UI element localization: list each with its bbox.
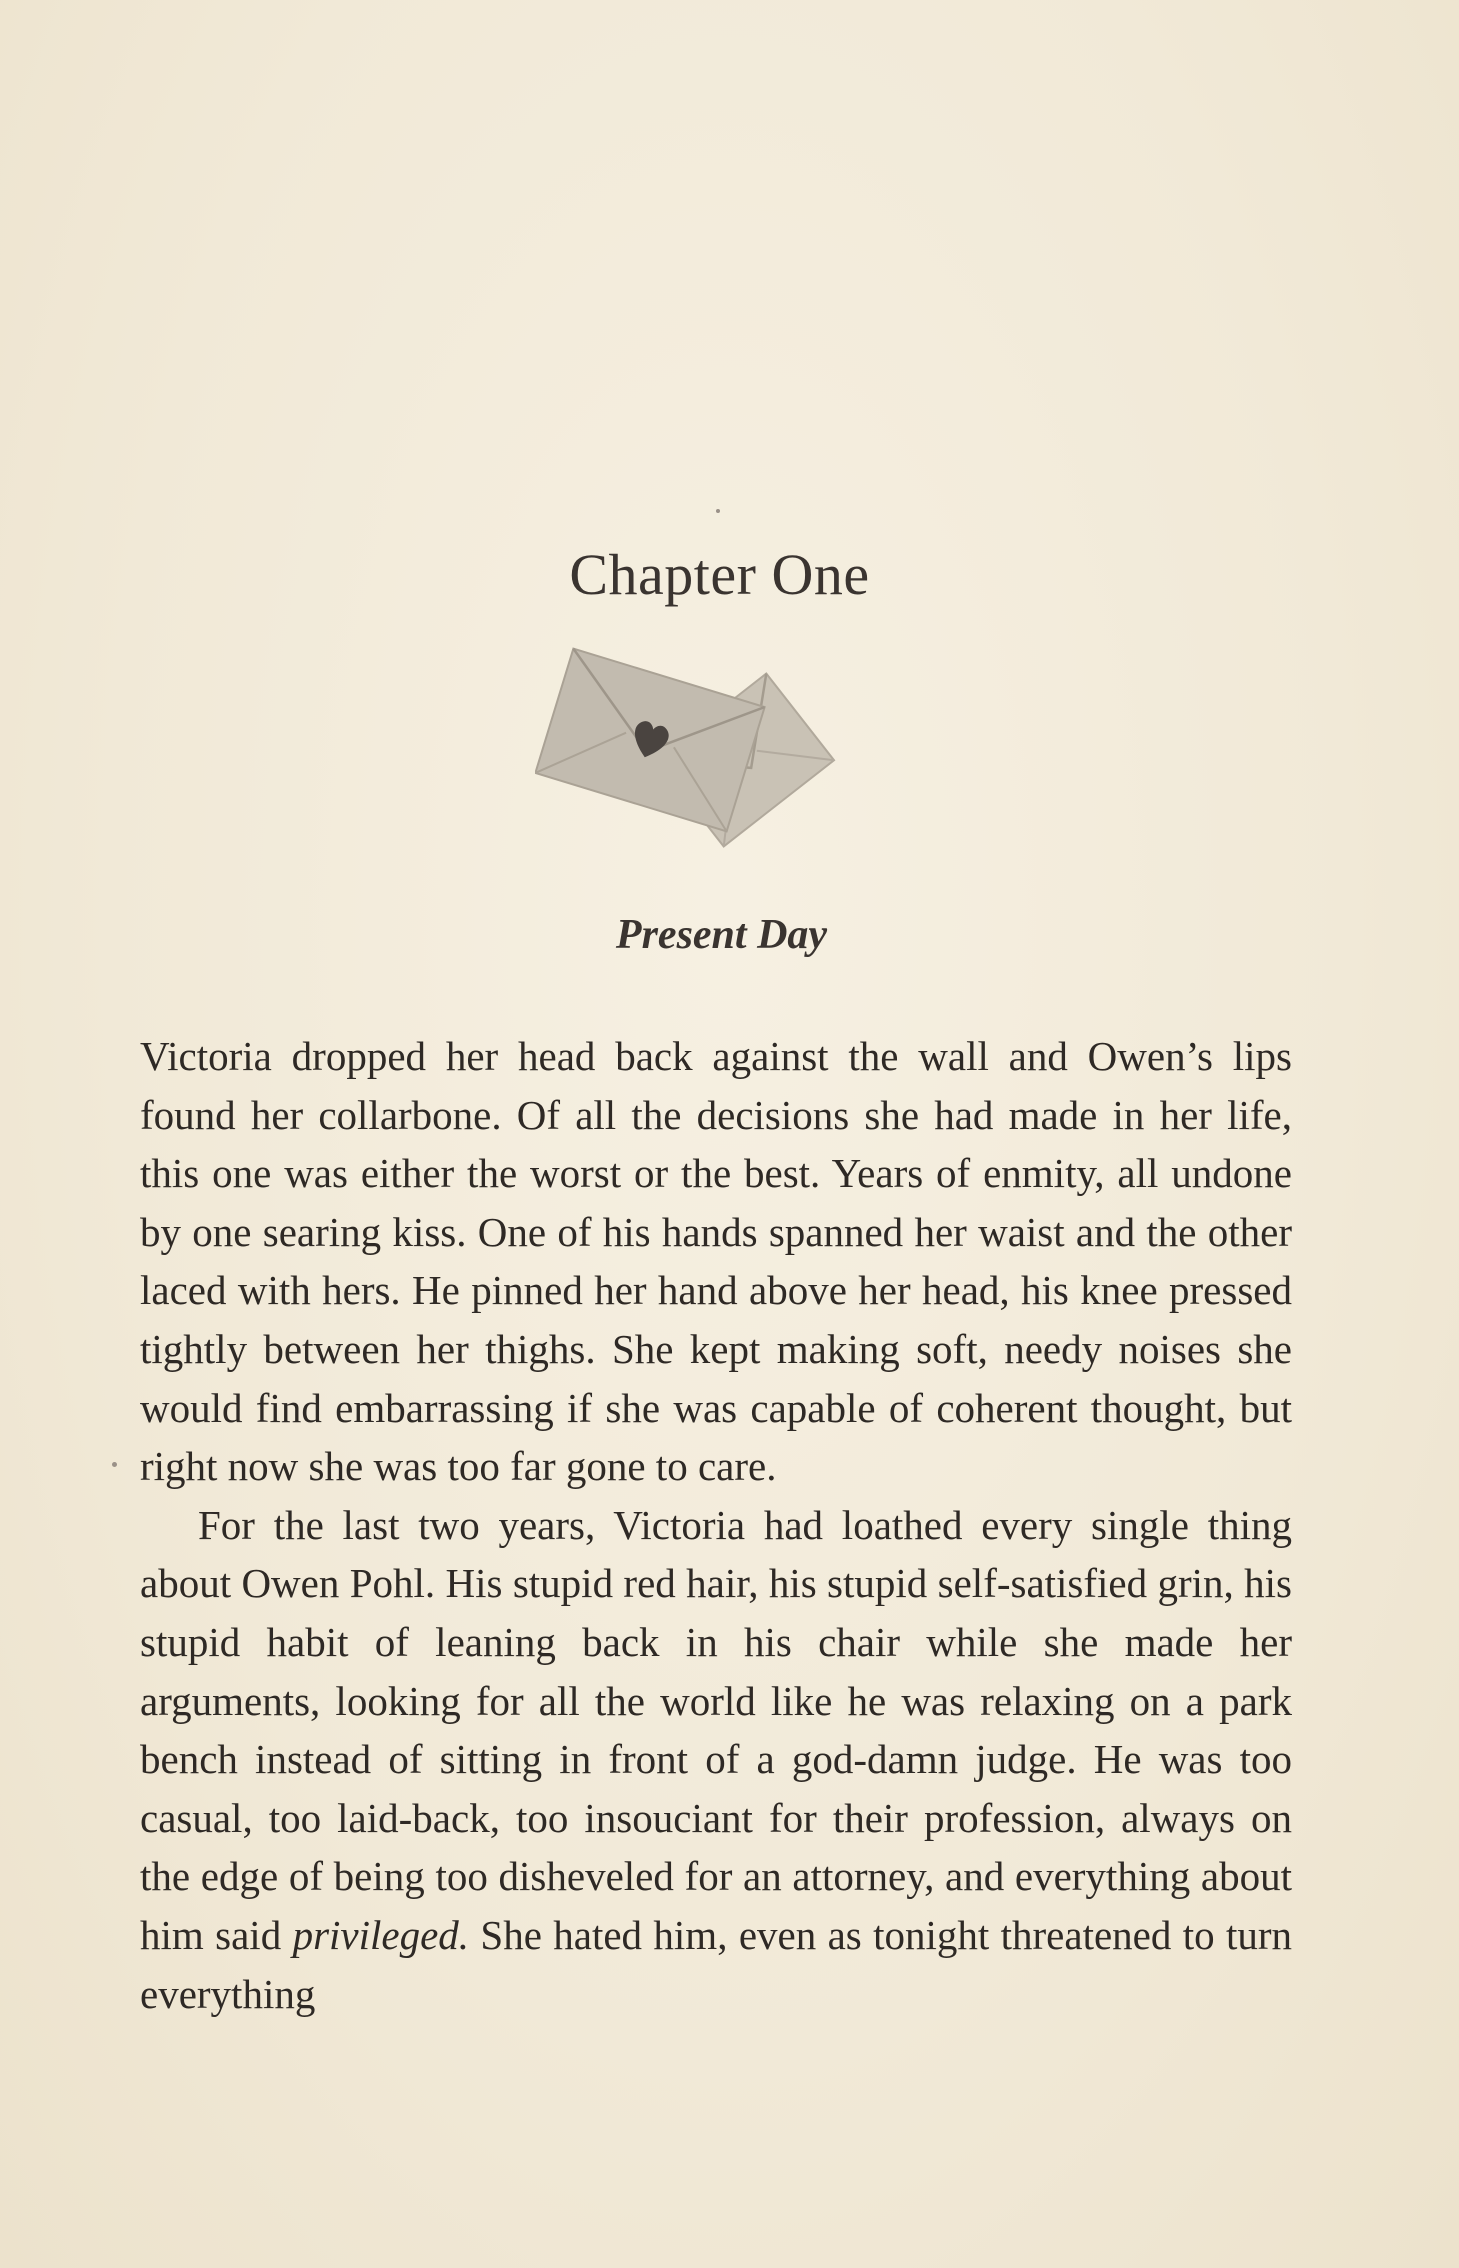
chapter-title: Chapter One bbox=[569, 542, 870, 607]
margin-dot bbox=[716, 509, 720, 513]
paragraph-2-text: For the last two years, Victoria had loathed every single thing about Owen Pohl. His stupid red hair, his stupid self-satisfied grin, his stupid habit of leaning back in his chair while she made her arguments, looking for all the world like he was relaxing on a park bench instead of sitting in front of a god-damn judge. He was too casual, too laid-back, too insouciant for their profession, always on the edge of being too disheveled for an attorney, and everything about him said bbox=[140, 1501, 1292, 1958]
margin-dot bbox=[112, 1462, 117, 1467]
paragraph-1: Victoria dropped her head back against the wall and Owen’s lips found her collarbone. Of all the decisions she had made in her life, this one was either the worst or the best. Years of enmity, all undone by one searing kiss. One of his hands spanned her waist and the other laced with hers. He pinned her hand above her head, his knee pressed tightly between her thighs. She kept making soft, needy noises she would find embarrassing if she was capable of coherent thought, but right now she was too far gone to care. bbox=[140, 1033, 1292, 1490]
body-text bbox=[140, 1027, 1292, 2023]
envelope-left-icon bbox=[535, 649, 764, 832]
paragraph-2-italic: privileged. bbox=[292, 1911, 470, 1958]
paragraph-2 bbox=[140, 1496, 1292, 2023]
paragraph-2-text-end: She hated him, even as tonight threatened to turn everything bbox=[140, 1911, 1293, 2017]
two-envelopes-with-heart-seal-icon bbox=[535, 640, 905, 855]
section-subheading: Present Day bbox=[615, 912, 828, 958]
